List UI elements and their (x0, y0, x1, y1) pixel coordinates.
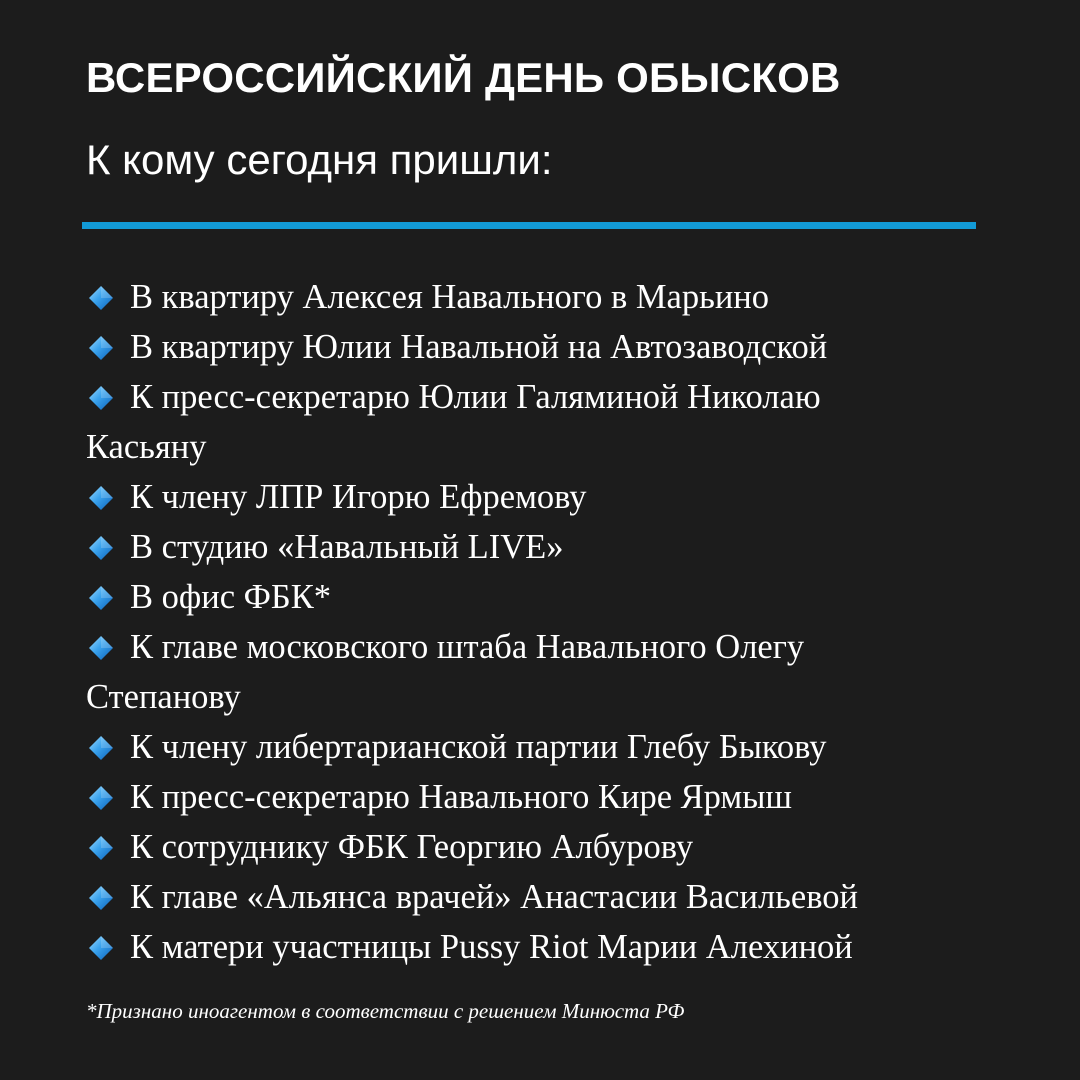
list-item (86, 922, 986, 972)
list-item-text: Касьяну (86, 428, 207, 466)
list-item (86, 522, 986, 572)
small-blue-diamond-icon (88, 885, 114, 911)
list-item-text: К пресс-секретарю Навального Кире Ярмыш (130, 778, 792, 816)
search-list (86, 272, 986, 972)
list-item-text: К члену ЛПР Игорю Ефремову (130, 478, 587, 516)
list-item (86, 872, 986, 922)
list-item-text: К главе «Альянса врачей» Анастасии Васильевой (130, 878, 858, 916)
small-blue-diamond-icon (88, 385, 114, 411)
list-item-text: В студию «Навальный LIVE» (130, 528, 564, 566)
list-item-text: В квартиру Юлии Навальной на Автозаводской (130, 328, 828, 366)
list-item-text: В квартиру Алексея Навального в Марьино (130, 278, 770, 316)
list-item (86, 722, 986, 772)
list-item (86, 622, 986, 672)
small-blue-diamond-icon (88, 335, 114, 361)
small-blue-diamond-icon (88, 535, 114, 561)
list-item (86, 472, 986, 522)
list-item (86, 372, 986, 422)
page-title: ВСЕРОССИЙСКИЙ ДЕНЬ ОБЫСКОВ (86, 54, 841, 101)
list-item-text: В офис ФБК* (130, 578, 331, 616)
list-item-text: К члену либертарианской партии Глебу Быкову (130, 728, 827, 766)
small-blue-diamond-icon (88, 485, 114, 511)
list-item (86, 572, 986, 622)
footnote: *Признано иноагентом в соответствии с решением Минюста РФ (86, 999, 685, 1023)
list-item-text: К матери участницы Pussy Riot Марии Алехиной (130, 928, 853, 966)
small-blue-diamond-icon (88, 785, 114, 811)
small-blue-diamond-icon (88, 585, 114, 611)
list-item (86, 772, 986, 822)
list-item-text: Степанову (86, 678, 241, 716)
small-blue-diamond-icon (88, 285, 114, 311)
list-item-text: К пресс-секретарю Юлии Галяминой Николаю (130, 378, 821, 416)
list-item-text: К сотруднику ФБК Георгию Албурову (130, 828, 694, 866)
list-item (86, 272, 986, 322)
small-blue-diamond-icon (88, 935, 114, 961)
list-item-text: К главе московского штаба Навального Олегу (130, 628, 805, 666)
list-item (86, 322, 986, 372)
divider (82, 222, 976, 229)
small-blue-diamond-icon (88, 635, 114, 661)
small-blue-diamond-icon (88, 735, 114, 761)
page-subtitle: К кому сегодня пришли: (86, 136, 553, 183)
small-blue-diamond-icon (88, 835, 114, 861)
list-item-continuation (86, 672, 986, 722)
list-item-continuation (86, 422, 986, 472)
list-item (86, 822, 986, 872)
